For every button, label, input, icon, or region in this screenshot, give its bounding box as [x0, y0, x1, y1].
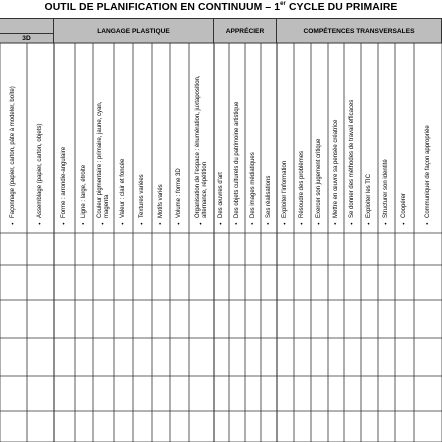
column-label-17: Exercer son jugement critique: [316, 138, 322, 218]
column-bullet-22: •: [402, 222, 405, 228]
column-bullet-14: •: [267, 222, 270, 228]
group-header-langage-plastique: LANGAGE PLASTIQUE: [54, 18, 214, 43]
column-bullet-12: •: [235, 222, 238, 228]
column-bullet-2: •: [38, 222, 41, 228]
column-label-22: Coopérer: [401, 192, 407, 218]
column-label-19: Se donner des méthodes de travail efficaces: [349, 99, 355, 218]
column-bullet-8: •: [159, 222, 162, 228]
column-label-1: Façonnage (papier, carton, pâte à modeler, boîte): [10, 86, 16, 218]
column-bullet-15: •: [283, 222, 286, 228]
column-bullet-23: •: [426, 222, 429, 228]
column-bullet-1: •: [11, 222, 14, 228]
column-bullet-17: •: [317, 222, 320, 228]
column-label-14: Ses réalisations: [265, 175, 272, 218]
column-label-12: Des objets culturels du patrimoine artistique: [233, 101, 240, 218]
column-label-4: Ligne : large, étroite: [80, 164, 87, 218]
column-label-3: Forme : arrondie-angulaire: [61, 146, 67, 218]
column-label-21: Structurer son identité: [383, 159, 389, 218]
column-bullet-3: •: [62, 222, 65, 228]
column-label-7: Textures variées: [139, 174, 145, 218]
column-bullet-21: •: [384, 222, 387, 228]
column-label-10-line-1: Organisation de l'espace : énumération, juxtaposition,: [194, 75, 201, 218]
group-header-apprecier: APPRÉCIER: [214, 18, 277, 43]
column-bullet-7: •: [140, 222, 143, 228]
column-label-5-line-1: Couleur pigmentaire : primaire, jaune, cyan,: [96, 101, 103, 218]
column-label-15: Exploiter l'information: [282, 160, 288, 218]
column-bullet-4: •: [82, 222, 85, 228]
column-label-10-line-2: alternance, répétition: [201, 161, 208, 218]
column-bullet-11: •: [219, 222, 222, 228]
column-label-5-line-2: magenta: [103, 194, 110, 218]
column-bullet-9: •: [177, 222, 180, 228]
column-bullet-16: •: [300, 222, 303, 228]
column-bullet-13: •: [251, 222, 254, 228]
column-bullet-18: •: [334, 222, 337, 228]
column-bullet-20: •: [367, 222, 370, 228]
column-label-18: Mettre en œuvre sa pensée créatrice: [332, 119, 339, 218]
page-title: OUTIL DE PLANIFICATION EN CONTINUUM – 1er CYCLE DU PRIMAIRE: [44, 1, 398, 13]
group-header-competences: COMPÉTENCES TRANSVERSALES: [277, 18, 442, 43]
column-label-16: Résoudre des problèmes: [299, 150, 305, 218]
column-bullet-6: •: [121, 222, 124, 228]
column-label-20: Exploiter les TIC: [366, 174, 372, 218]
column-bullet-19: •: [350, 222, 353, 228]
group-header-3d: 3D: [0, 33, 54, 43]
column-label-6: Valeur : clair et foncée: [120, 158, 126, 218]
column-label-8: Motifs variés: [157, 184, 164, 218]
column-label-2: Assemblage (papier, carton, objets): [37, 123, 43, 218]
column-label-11: Des œuvres d'art: [218, 172, 224, 218]
column-label-9: Volume : forme 3D: [176, 168, 182, 218]
column-bullet-5: •: [101, 222, 104, 228]
column-label-13: Des images médiatiques: [249, 152, 256, 218]
column-label-23: Communiquer de façon appropriée: [424, 125, 431, 218]
column-bullet-10: •: [199, 222, 202, 228]
